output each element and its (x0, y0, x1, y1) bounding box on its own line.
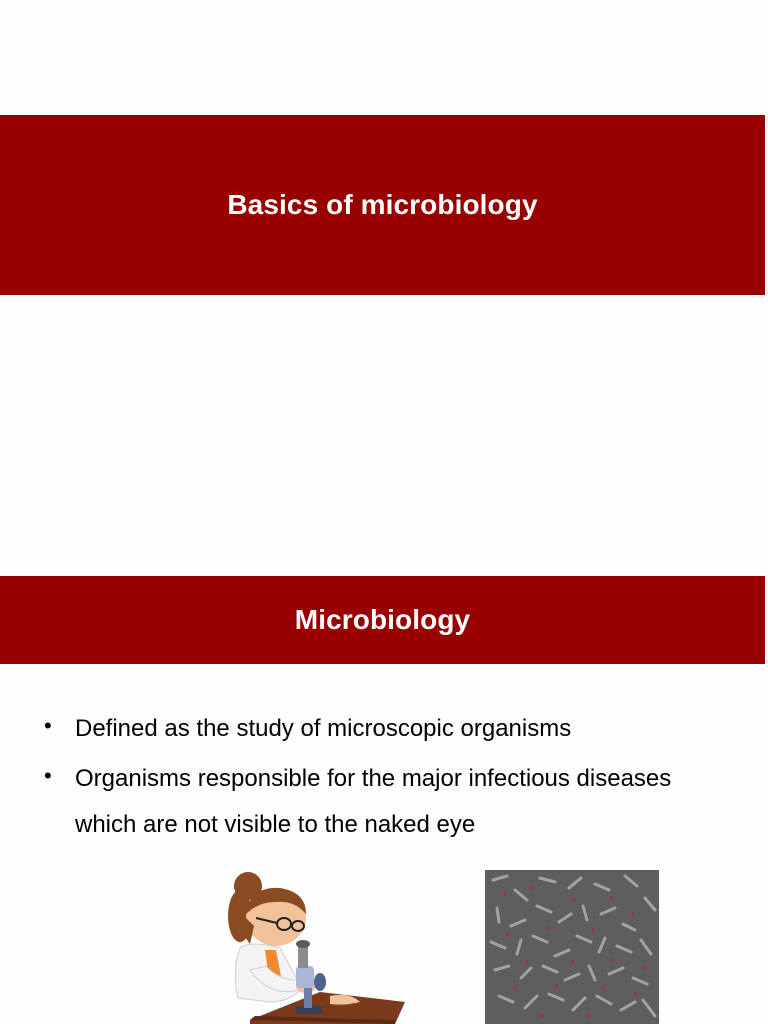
bacteria-micrograph-image (485, 870, 659, 1024)
bullet-text: Defined as the study of microscopic organisms (75, 715, 572, 742)
slide-heading: Microbiology (294, 604, 471, 635)
slide-microbiology (0, 576, 768, 1024)
bullet-item (44, 706, 734, 752)
scientist-microscope-illustration (210, 870, 405, 1024)
bullet-item (44, 756, 734, 848)
bullet-text: Organisms responsible for the major infectious diseases which are not visible to the naked eye (75, 765, 672, 838)
bullet-dot-icon: • (44, 713, 52, 738)
title-band (0, 115, 765, 295)
bullet-dot-icon: • (44, 763, 52, 788)
slide-title-text: Basics of microbiology (227, 189, 538, 220)
bullet-list (44, 706, 734, 852)
title-band (0, 576, 765, 664)
